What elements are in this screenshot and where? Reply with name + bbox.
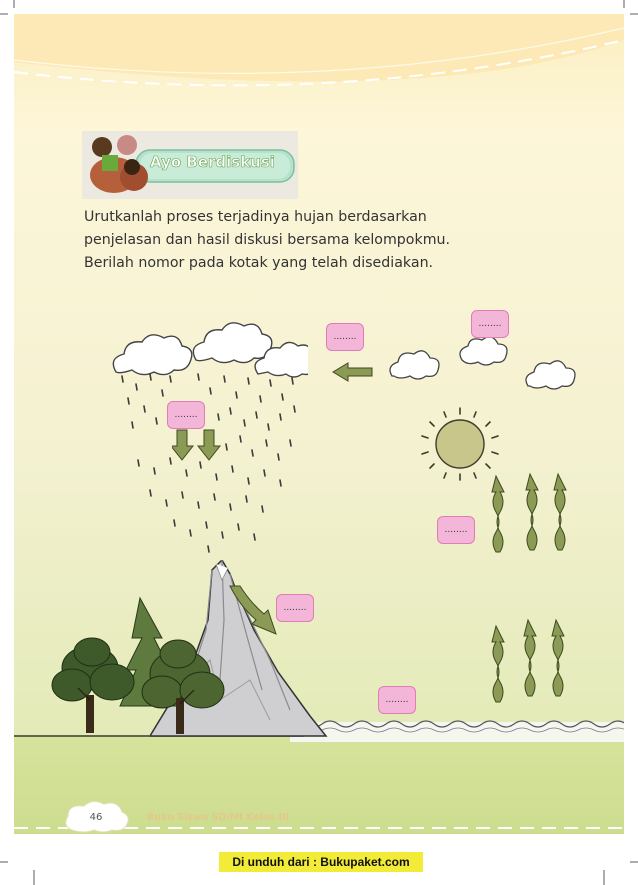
answer-box-condensation[interactable]: ........: [326, 323, 364, 351]
rain-drops: [110, 370, 310, 560]
instruction-line: Urutkanlah proses terjadinya hujan berdasarkan: [84, 209, 427, 225]
instruction-line: penjelasan dan hasil diskusi bersama kelompokmu.: [84, 232, 451, 248]
answer-box-runoff[interactable]: ........: [276, 594, 314, 622]
left-arrow: [332, 362, 374, 382]
trees: [50, 590, 240, 735]
answer-box-rain[interactable]: ........: [167, 401, 205, 429]
answer-box-sea[interactable]: ........: [378, 686, 416, 714]
page-number: 46: [89, 812, 103, 823]
sea-water: [290, 712, 624, 742]
section-badge-label: Ayo Berdiskusi: [150, 153, 275, 171]
answer-box-clouds[interactable]: ........: [471, 310, 509, 338]
download-source-banner: Di unduh dari : Bukupaket.com: [219, 852, 423, 872]
small-clouds: [384, 338, 594, 398]
evaporation-arrows: [486, 470, 576, 710]
answer-box-evaporation[interactable]: ........: [437, 516, 475, 544]
book-title: Buku Siswa SD/MI Kelas III: [147, 812, 290, 823]
down-arrows: [172, 428, 224, 464]
instruction-text: [84, 206, 554, 275]
instruction-line: Berilah nomor pada kotak yang telah disediakan.: [84, 255, 434, 271]
